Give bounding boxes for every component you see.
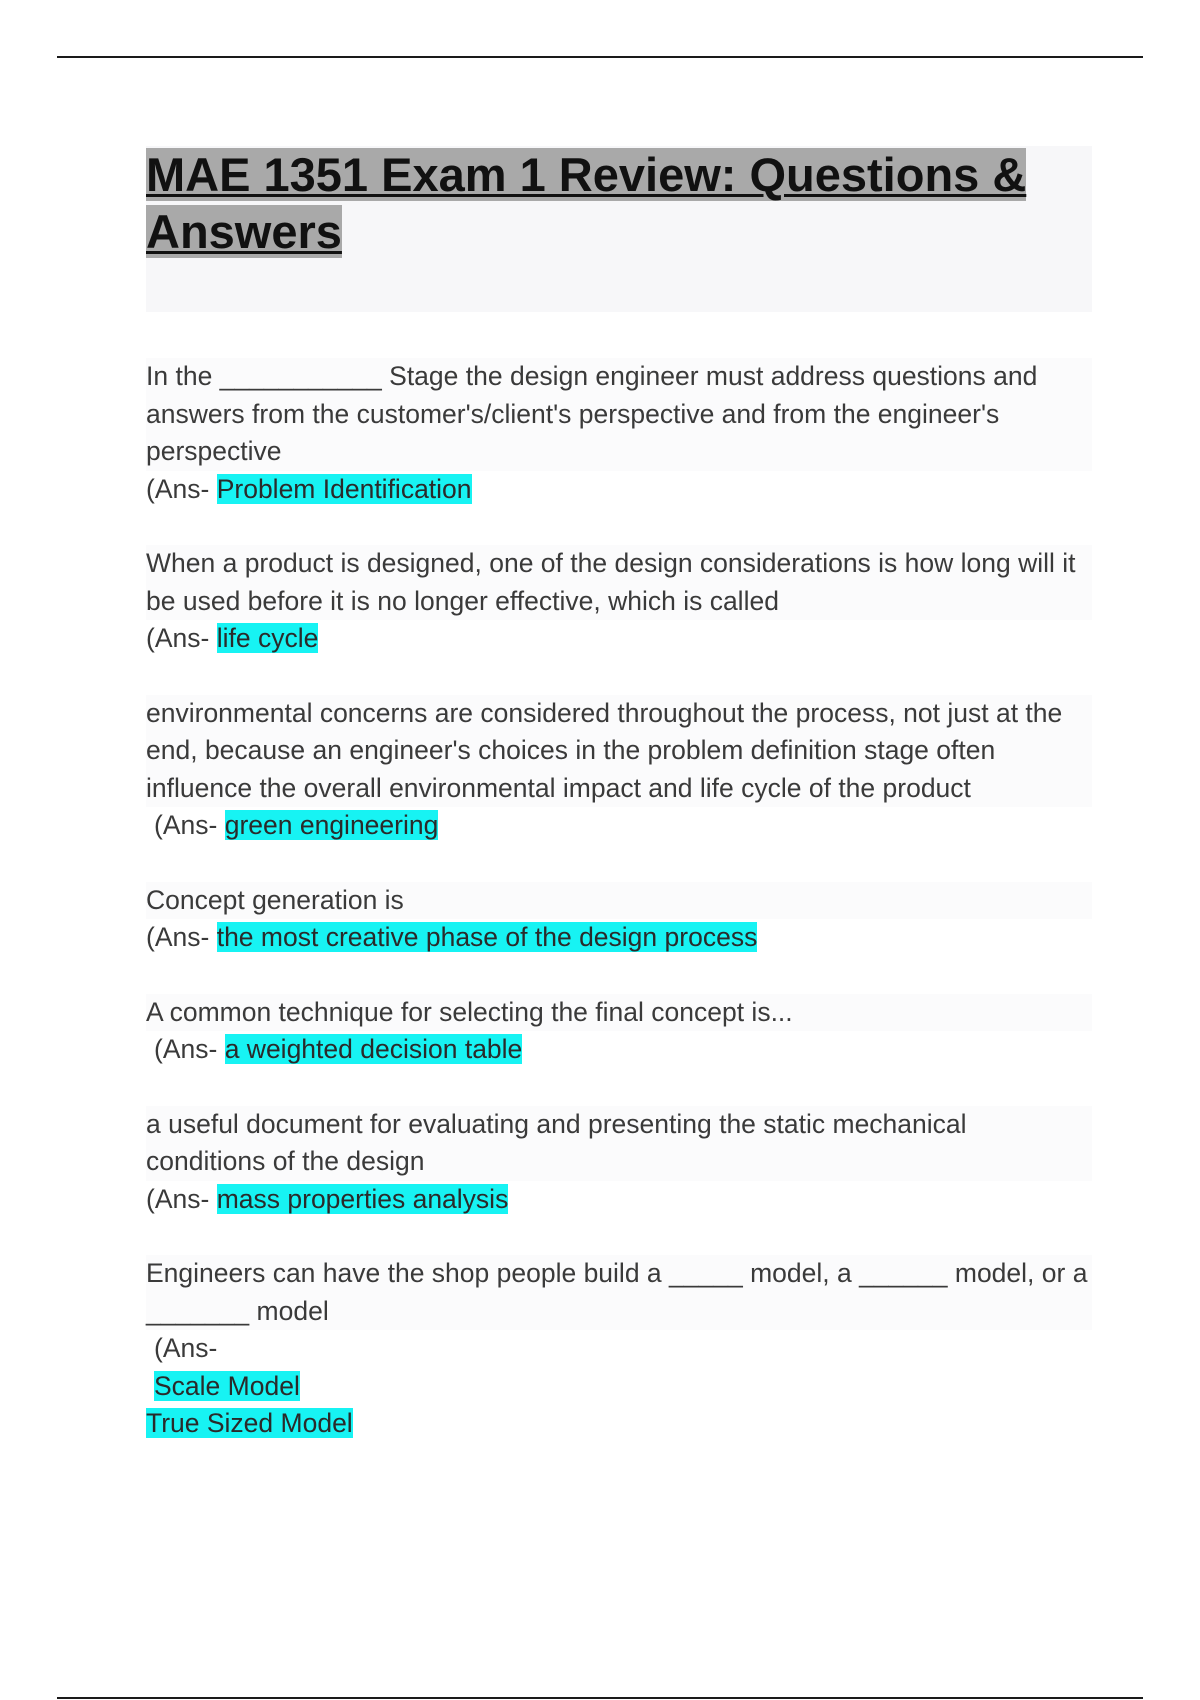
document-title: MAE 1351 Exam 1 Review: Questions & Answers [146, 148, 1027, 258]
answer-highlight: a weighted decision table [224, 1034, 523, 1064]
answer-highlight: Problem Identification [216, 473, 472, 504]
answer-line [146, 1368, 1092, 1406]
answer-line [146, 919, 1092, 957]
question-text: When a product is designed, one of the design considerations is how long will it be used before it is no longer effective, which is called [146, 545, 1092, 620]
answer-line [146, 471, 1092, 509]
qa-item [146, 1106, 1092, 1219]
answer-line [146, 1031, 1092, 1069]
question-text: environmental concerns are considered throughout the process, not just at the end, because an engineer's choices in the problem definition stage often influence the overall environmental impact and life cycle of the product [146, 695, 1092, 808]
answer-highlight: True Sized Model [146, 1408, 353, 1438]
title-block [146, 146, 1092, 312]
qa-item [146, 545, 1092, 658]
question-text: Engineers can have the shop people build a _____ model, a ______ model, or a _______ model [146, 1255, 1092, 1330]
qa-item [146, 882, 1092, 957]
answer-prefix: (Ans- [146, 473, 210, 504]
answer-line [146, 1405, 1092, 1443]
answer-line [146, 1181, 1092, 1219]
document-body [146, 146, 1092, 1443]
qa-item [146, 358, 1092, 508]
answer-highlight: green engineering [224, 810, 439, 840]
question-text: Concept generation is [146, 882, 1092, 920]
answer-highlight: life cycle [216, 623, 319, 653]
answer-highlight: mass properties analysis [216, 1183, 509, 1214]
answer-line [146, 1330, 1092, 1368]
answer-line [146, 620, 1092, 658]
answer-line [146, 807, 1092, 845]
answer-prefix: (Ans- [146, 922, 210, 952]
question-text: a useful document for evaluating and presenting the static mechanical conditions of the design [146, 1106, 1092, 1181]
bottom-rule [57, 1697, 1143, 1699]
answer-prefix: (Ans- [154, 1333, 218, 1363]
answer-prefix: (Ans- [154, 810, 218, 840]
qa-item [146, 695, 1092, 845]
answer-prefix: (Ans- [154, 1034, 218, 1064]
qa-item [146, 1255, 1092, 1443]
answer-prefix: (Ans- [146, 1183, 210, 1214]
qa-item [146, 994, 1092, 1069]
question-text: A common technique for selecting the final concept is... [146, 994, 1092, 1032]
answer-prefix: (Ans- [146, 623, 210, 653]
answer-highlight: Scale Model [154, 1370, 300, 1401]
answer-highlight: the most creative phase of the design process [216, 922, 758, 952]
question-text: In the ___________ Stage the design engineer must address questions and answers from the customer's/client's perspective and from the engineer's perspective [146, 358, 1092, 471]
top-rule [57, 56, 1143, 58]
